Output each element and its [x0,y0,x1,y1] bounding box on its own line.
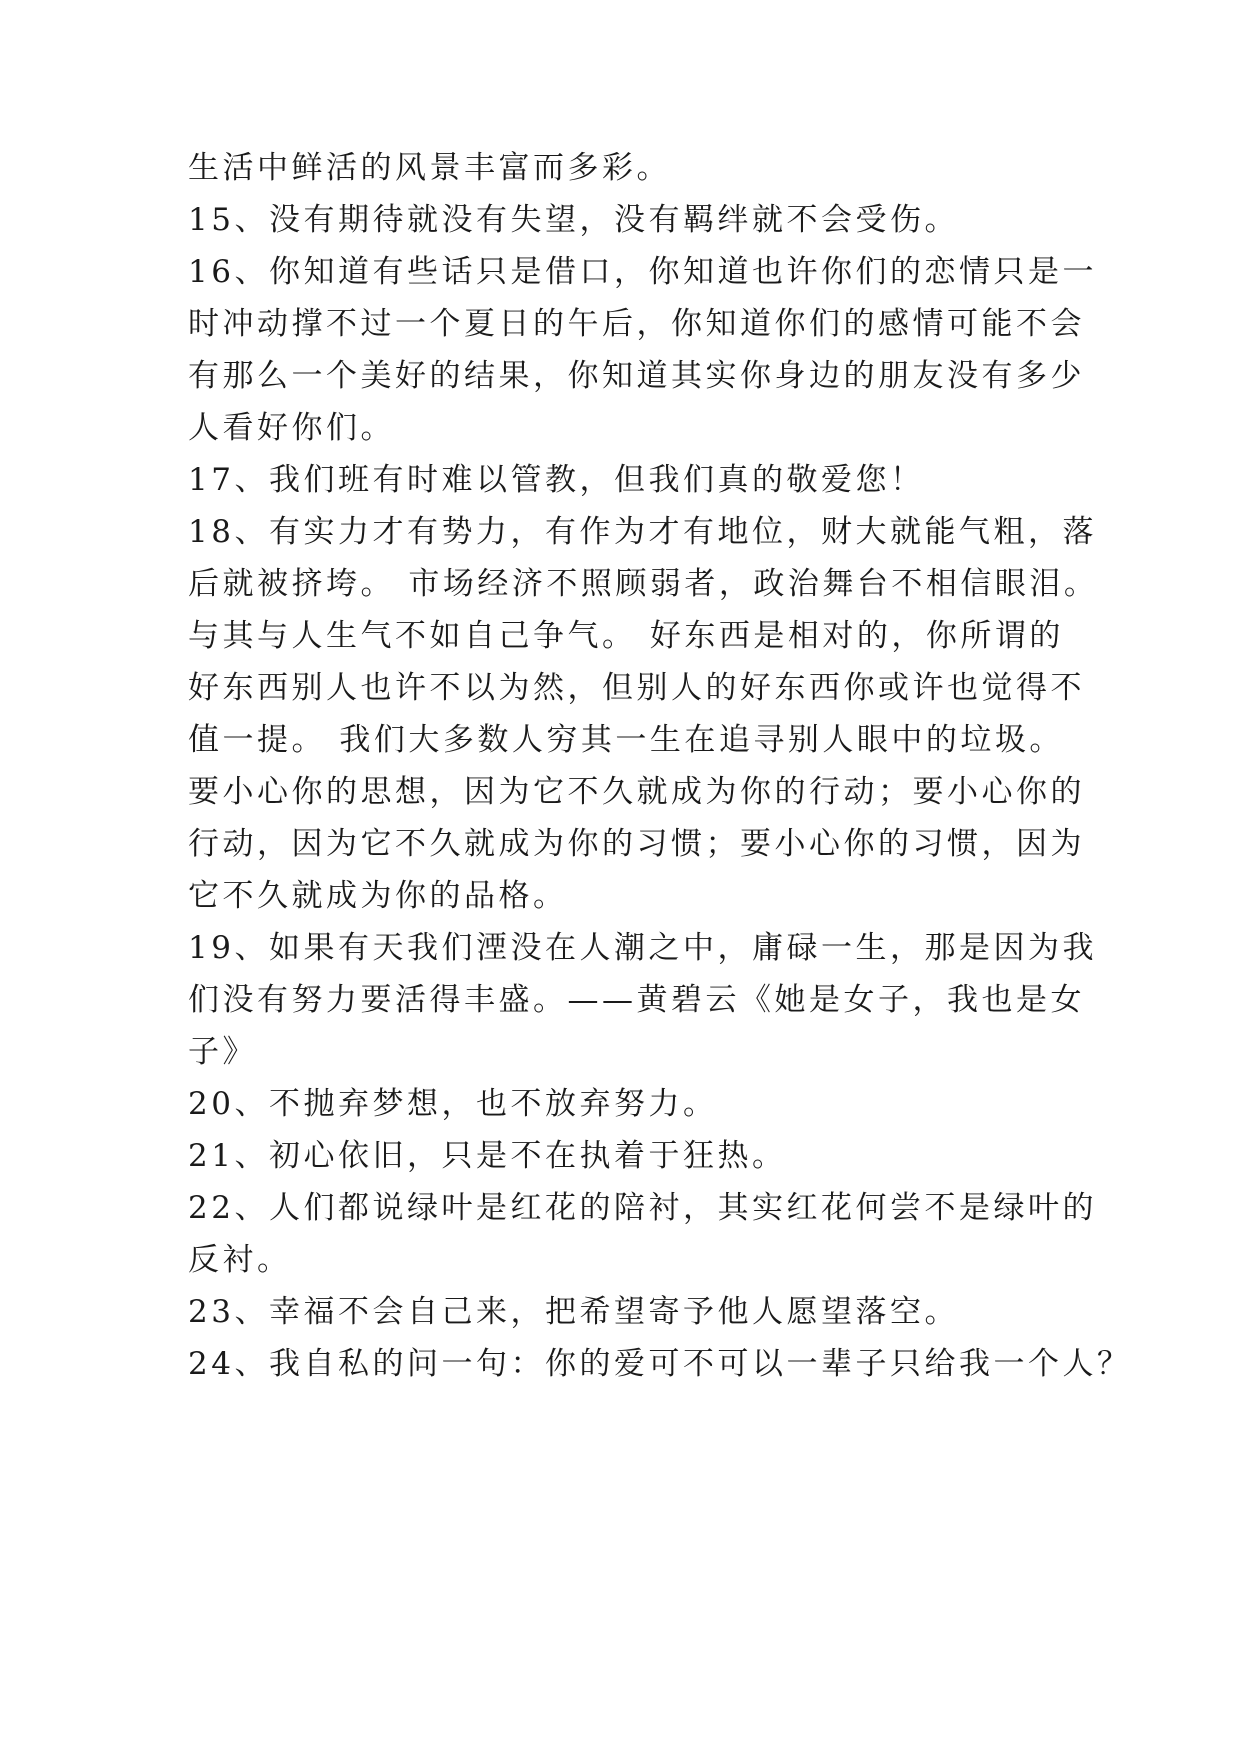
text-line: 18、有实力才有势力，有作为才有地位，财大就能气粗，落 [188,514,1097,550]
text-line: 20、不抛弃梦想，也不放弃努力。 [188,1086,718,1122]
text-line: 生活中鲜活的风景丰富而多彩。 [188,150,671,186]
text-line: 22、人们都说绿叶是红花的陪衬，其实红花何尝不是绿叶的 [188,1190,1097,1226]
text-line: 人看好你们。 [188,410,395,446]
text-line: 要小心你的思想，因为它不久就成为你的行动；要小心你的 [188,774,1085,810]
text-line: 子》 [188,1034,257,1070]
text-line: 后就被挤垮。 市场经济不照顾弱者，政治舞台不相信眼泪。 [188,566,1099,602]
text-line: 21、初心依旧，只是不在执着于狂热。 [188,1138,787,1174]
text-line: 24、我自私的问一句：你的爱可不可以一辈子只给我一个人？ [188,1346,1132,1382]
text-line: 16、你知道有些话只是借口，你知道也许你们的恋情只是一 [188,254,1097,290]
text-line: 好东西别人也许不以为然，但别人的好东西你或许也觉得不 [188,670,1085,706]
text-line: 它不久就成为你的品格。 [188,878,568,914]
text-line: 17、我们班有时难以管教，但我们真的敬爱您！ [188,462,925,498]
text-line: 值一提。 我们大多数人穷其一生在追寻别人眼中的垃圾。 [188,722,1064,758]
text-line: 们没有努力要活得丰盛。——黄碧云《她是女子，我也是女 [188,982,1085,1018]
text-line: 有那么一个美好的结果，你知道其实你身边的朋友没有多少 [188,358,1085,394]
text-line: 行动，因为它不久就成为你的习惯；要小心你的习惯，因为 [188,826,1085,862]
text-line: 23、幸福不会自己来，把希望寄予他人愿望落空。 [188,1294,959,1330]
text-line: 15、没有期待就没有失望，没有羁绊就不会受伤。 [188,202,959,238]
text-line: 反衬。 [188,1242,292,1278]
text-line: 与其与人生气不如自己争气。 好东西是相对的，你所谓的 [188,618,1064,654]
text-line: 时冲动撑不过一个夏日的午后，你知道你们的感情可能不会 [188,306,1085,342]
text-line: 19、如果有天我们湮没在人潮之中，庸碌一生，那是因为我 [188,930,1097,966]
